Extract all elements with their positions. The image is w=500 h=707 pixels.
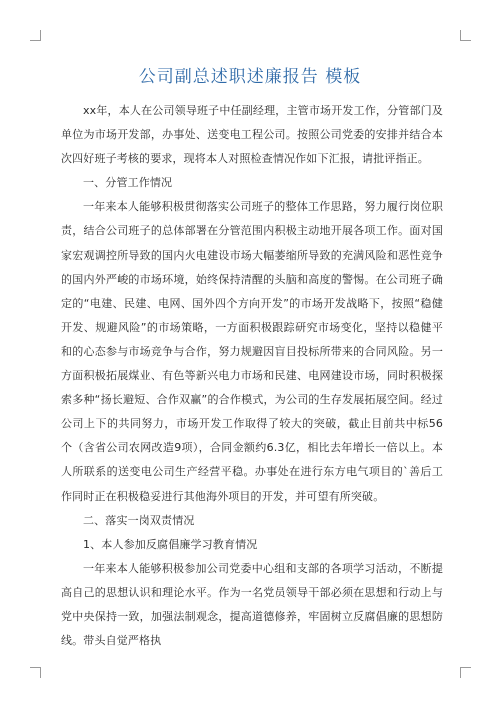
- duties-paragraph: 一年来本人能够积极贯彻落实公司班子的整体工作思路，努力履行岗位职责，结合公司班子的总体部署在分管范围内积极主动地开展各项工作。面对国家宏观调控所导致的国内火电建设市场大幅萎缩所导致的充满风险和恶性竞争的国内外严峻的市场环境，始终保持清醒的头脑和高度的警惕。在公司班子确定的“电建、民建、电网、国外四个方向开发”的市场开发战略下，按照“稳健开发、规避风险”的市场策略，一方面积极跟踪研究市场变化，坚持以稳健平和的心态参与市场竞争与合作，努力规避因盲目投标所带来的合同风险。另一方面积极拓展煤业、有色等新兴电力市场和民建、电网建设市场，同时积极探索多种“扬长避短、合作双赢”的合作模式，为公司的生存发展拓展空间。经过公司上下的共同努力，市场开发工作取得了较大的突破，截止目前共中标56个（含省公司农网改造9项），合同金额约6.3亿，相比去年增长一倍以上。本人所联系的送变电公司生产经营平稳。办事处在进行东方电气项目的`善后工作同时正在积极稳妥进行其他海外项目的开发，并可望有所突破。: [61, 200, 443, 503]
- crop-mark-bottom-left: [30, 667, 41, 678]
- crop-mark-top-right: [460, 30, 471, 41]
- crop-mark-top-left: [30, 30, 41, 41]
- intro-paragraph: xx年，本人在公司领导班子中任副经理，主管市场开发工作，分管部门及单位为市场开发部，办事处、送变电工程公司。按照公司党委的安排并结合本次四好班子考核的要求，现将本人对照检查情况作如下汇报，请批评指正。: [61, 104, 443, 166]
- subsection-heading-study: 1、本人参加反腐倡廉学习教育情况: [83, 537, 258, 551]
- section-heading-responsibilities: 二、落实一岗双责情况: [83, 513, 195, 527]
- study-paragraph: 一年来本人能够积极参加公司党委中心组和支部的各项学习活动，不断提高自己的思想认识和理论水平。作为一名党员领导干部必须在思想和行动上与党中央保持一致，加强法制观念，提高道德修养，牢固树立反腐倡廉的思想防线。带头自觉严格执: [61, 561, 443, 648]
- document-title: 公司副总述职述廉报告 模板: [138, 67, 362, 87]
- section-heading-duties: 一、分管工作情况: [83, 176, 173, 190]
- crop-mark-bottom-right: [460, 667, 471, 678]
- document-body: [61, 99, 443, 653]
